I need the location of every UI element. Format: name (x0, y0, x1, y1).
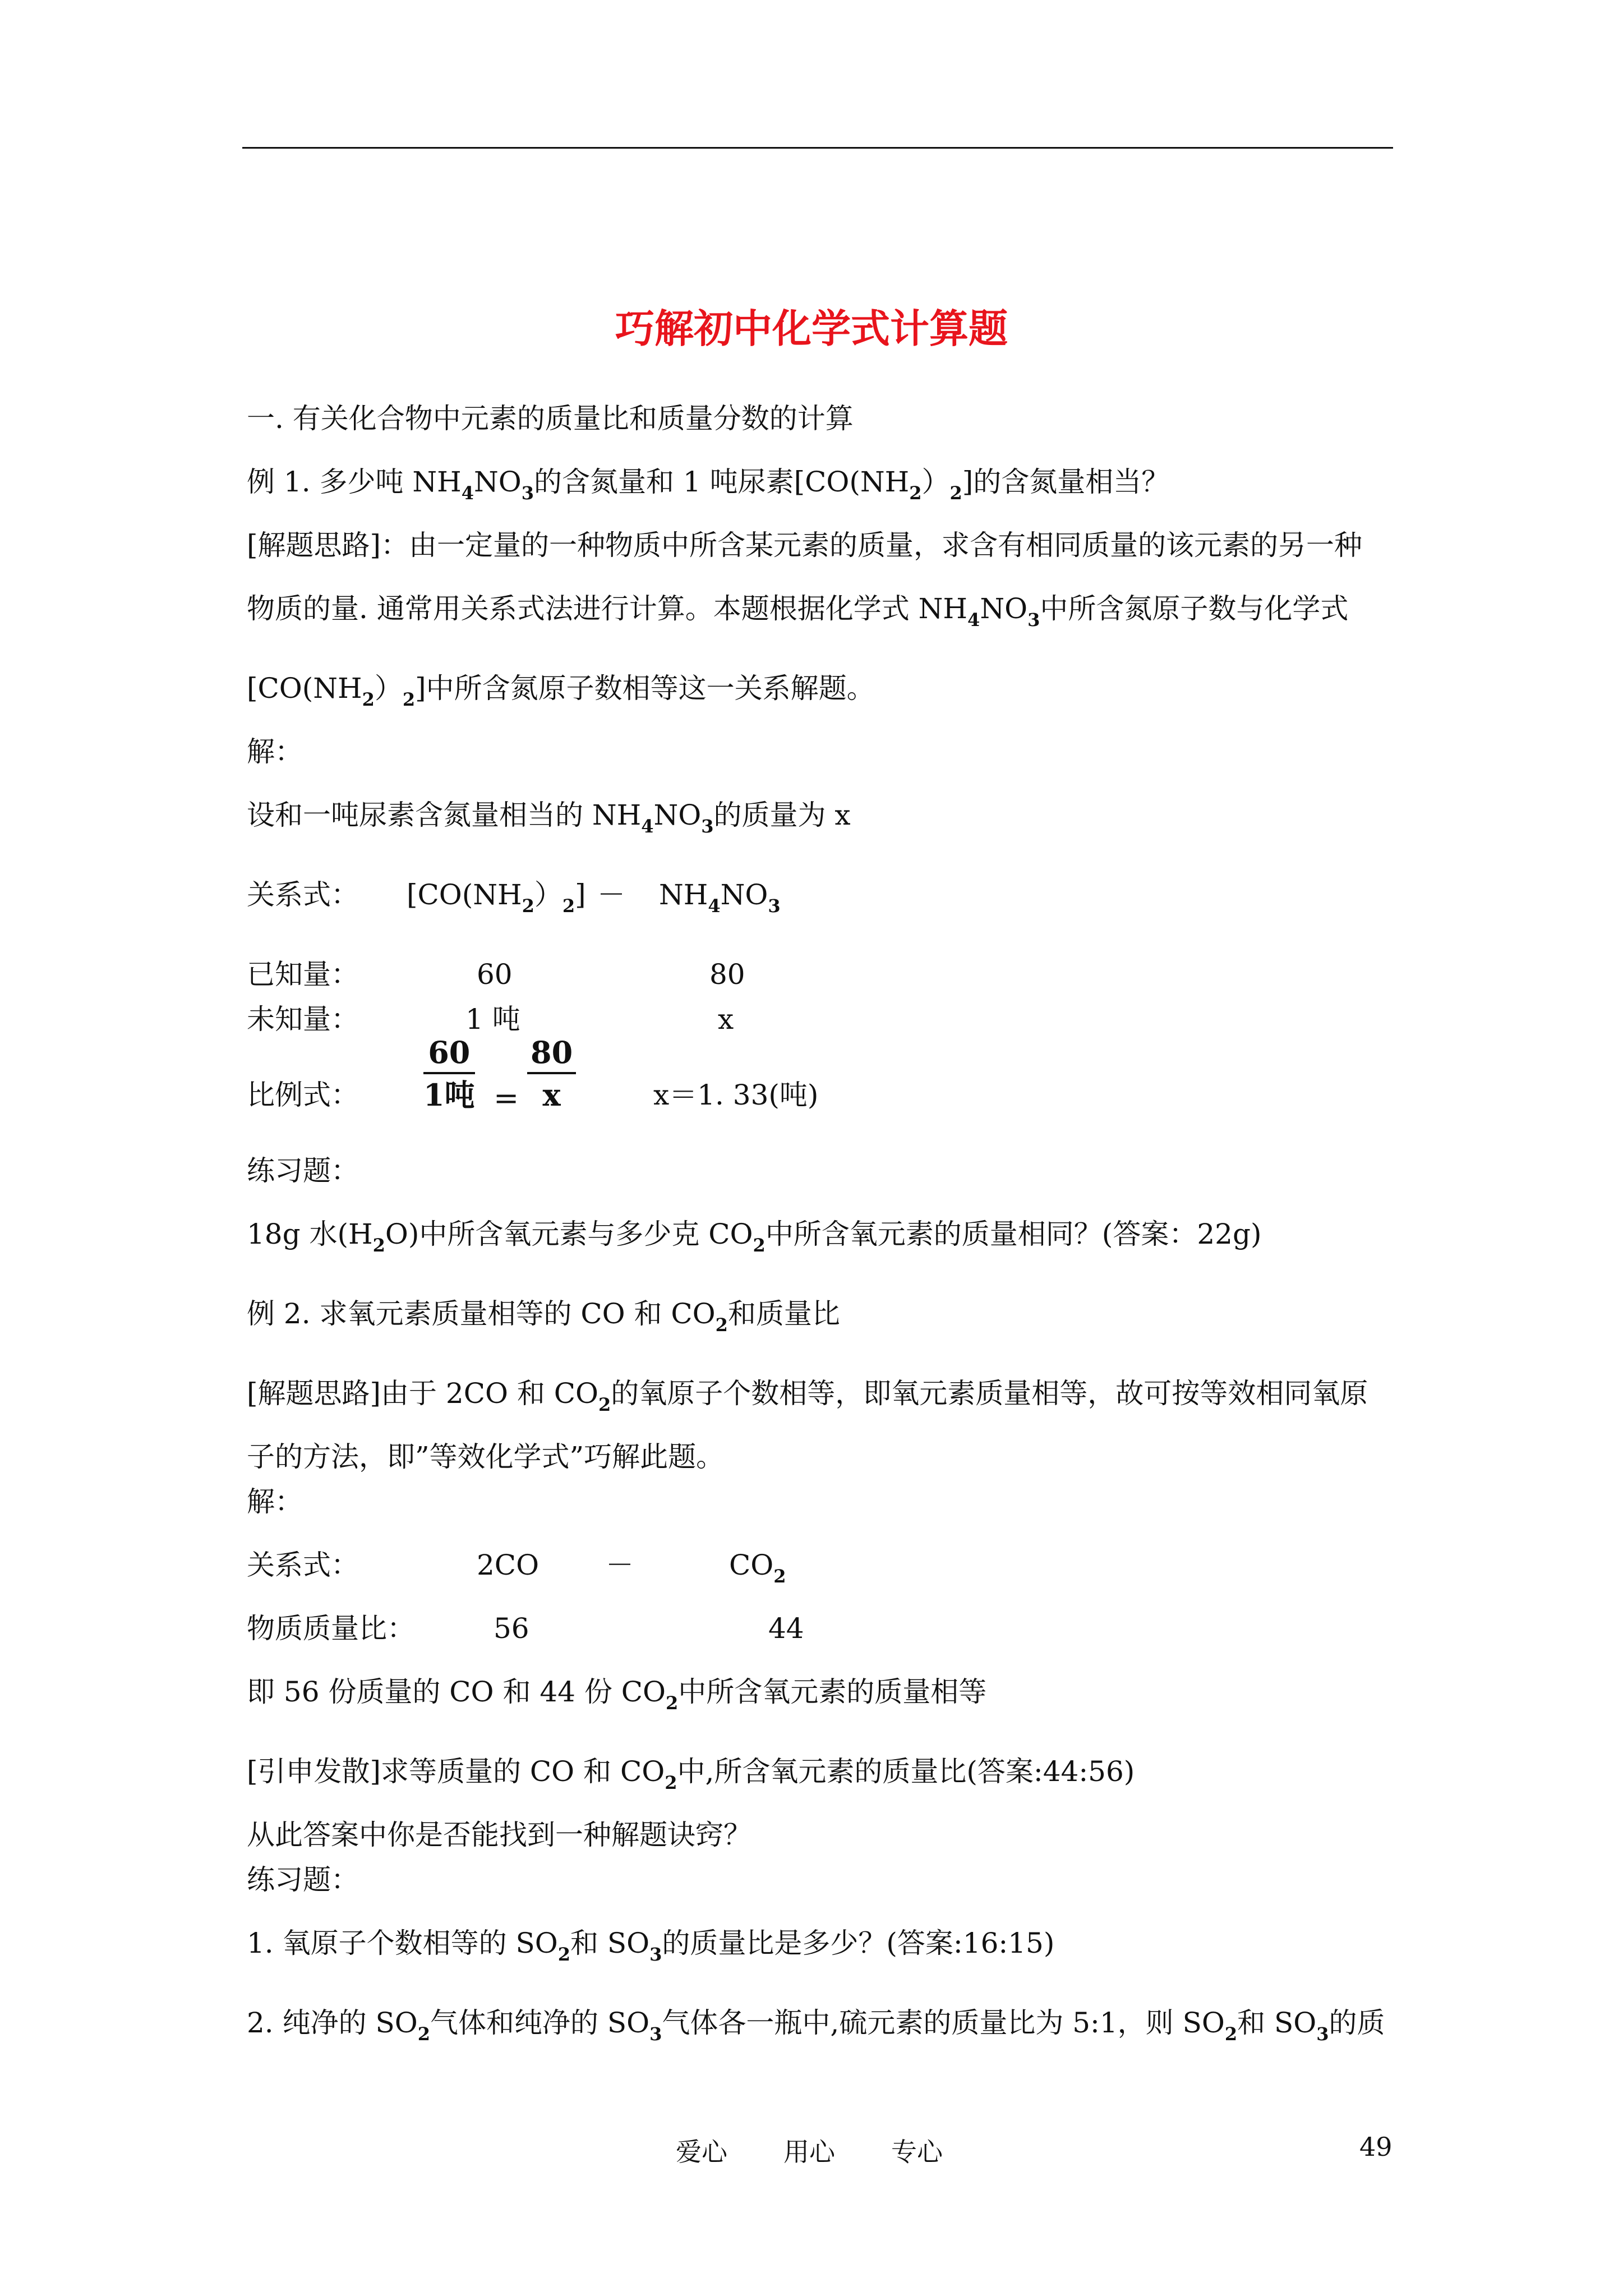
fraction-2: 80 x (527, 1033, 576, 1116)
example-1-proportion: 比例式： 60 1吨 = 80 x x＝1. 33(吨) (247, 1033, 1402, 1139)
practice-2-1: 1. 氧原子个数相等的 $SO_2$和 $SO_3$的质量比是多少？(答案:16:15) (247, 1927, 1055, 1965)
header-rule (242, 147, 1393, 149)
footer-motto: 爱心 用心 专心 (676, 2137, 943, 2167)
example-1-relation: 关系式： $[CO(NH_2)_2] - NH_4NO_3$ (247, 878, 781, 917)
example-1-question: 例 1. 多少吨 $NH_4NO_3$的含氮量和 1 吨尿素$[CO(NH_2)_2]$的含氮量相当？ (247, 466, 1170, 504)
example-1-solution-label: 解： (247, 735, 303, 768)
example-2-solution-label: 解： (247, 1485, 303, 1518)
page-number: 49 (1359, 2132, 1393, 2162)
practice-label: 练习题： (247, 1154, 359, 1187)
example-1-approach-line-1: [解题思路]：由一定量的一种物质中所含某元素的质量，求含有相同质量的该元素的另一种 (247, 529, 1363, 562)
example-1-setup: 设和一吨尿素含氮量相当的 $NH_4NO_3$的质量为 x (247, 799, 851, 837)
example-2-mass-ratio: 物质质量比： 56 44 (247, 1612, 804, 1645)
example-1-known: 已知量： 60 80 (247, 958, 745, 991)
example-2-relation: 关系式： $2CO - CO_2$ (247, 1549, 786, 1587)
example-2-question: 例 2. 求氧元素质量相等的 CO 和 $CO_2$和质量比 (247, 1297, 840, 1336)
practice-1: 18g 水$(H_2O)$中所含氧元素与多少克 $CO_2$中所含氧元素的质量相同？(答案：22g) (247, 1218, 1262, 1256)
practice-2-2: 2. 纯净的 $SO_2$气体和纯净的 $SO_3$气体各一瓶中,硫元素的质量比为 5:1，则 $SO_2$和 $SO_3$的质 (247, 2007, 1385, 2045)
practice-label-2: 练习题： (247, 1864, 359, 1896)
example-1-unknown: 未知量： 1 吨 x (247, 1003, 734, 1036)
example-1-approach-line-2: 物质的量. 通常用关系式法进行计算。本题根据化学式 $NH_4NO_3$中所含氮原子数与化学式 (247, 592, 1349, 631)
example-2-extension: [引申发散]求等质量的 CO 和 $CO_2$中,所含氧元素的质量比(答案:44:56) (247, 1755, 1135, 1793)
example-2-approach-line-2: 子的方法，即”等效化学式”巧解此题。 (247, 1441, 725, 1473)
page-title: 巧解初中化学式计算题 (615, 305, 1008, 352)
document-body (247, 387, 1402, 2055)
section-heading: 一. 有关化合物中元素的质量比和质量分数的计算 (247, 402, 854, 435)
example-2-conclusion: 即 56 份质量的 CO 和 44 份 $CO_2$中所含氧元素的质量相等 (247, 1676, 987, 1714)
fraction-1: 60 1吨 (423, 1034, 475, 1113)
example-2-approach-line-1: [解题思路]由于 2CO 和 $CO_2$的氧原子个数相等，即氧元素质量相等，故可按等效相同氧原 (247, 1377, 1368, 1415)
example-2-hint: 从此答案中你是否能找到一种解题诀窍？ (247, 1819, 751, 1851)
example-1-approach-line-3: $[CO(NH_2)_2]$中所含氮原子数相等这一关系解题。 (247, 672, 875, 710)
